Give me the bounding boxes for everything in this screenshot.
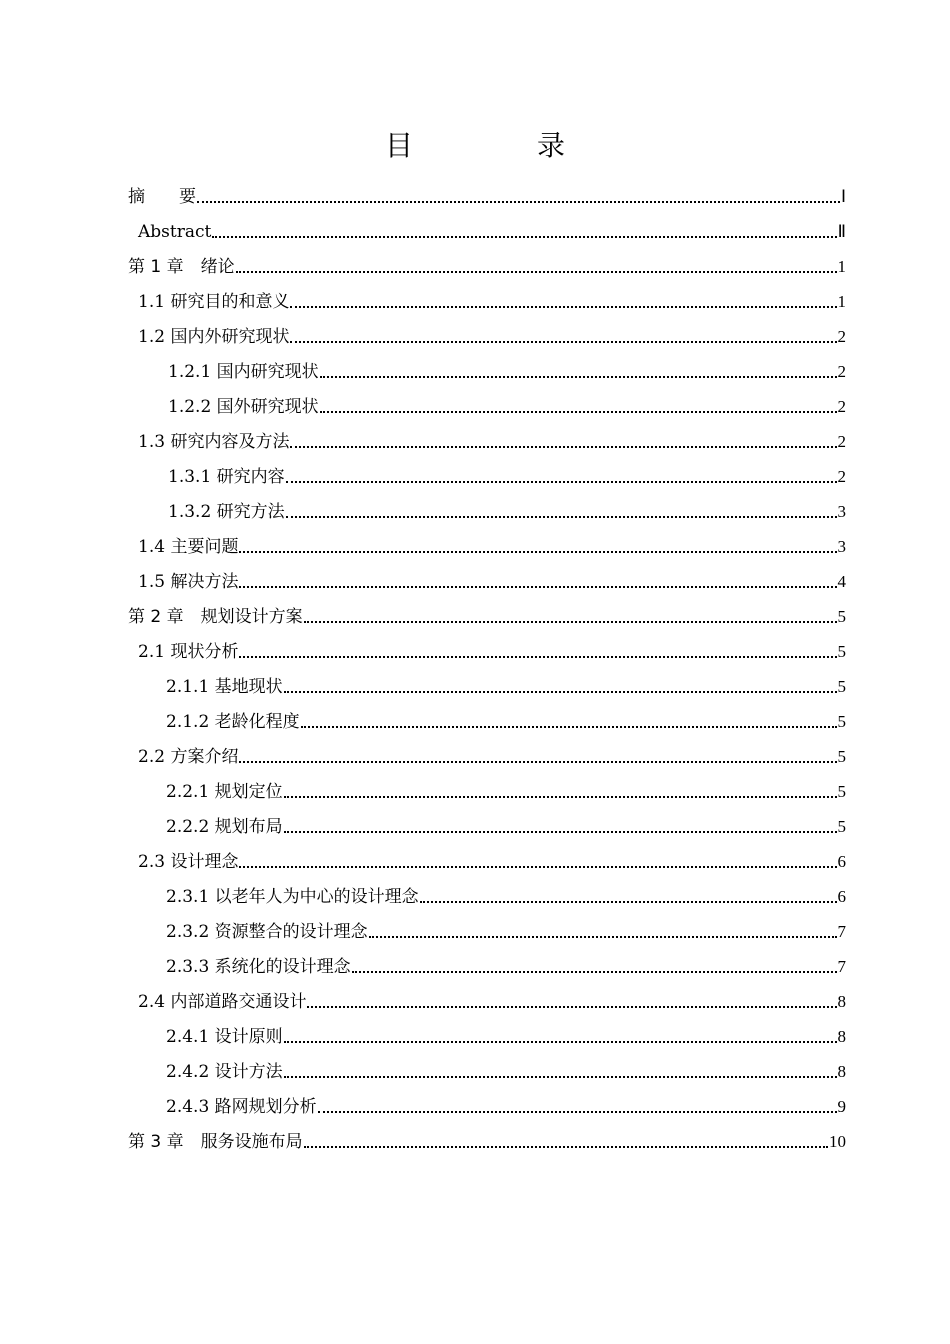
- toc-entry-page-number: 5: [837, 712, 846, 731]
- toc-dot-leader: [304, 1146, 828, 1148]
- toc-entry-label: 第 3 章 服务设施布局: [128, 1132, 303, 1152]
- toc-entry[interactable]: [128, 419, 846, 454]
- toc-entry-page-number: 10: [829, 1132, 846, 1151]
- toc-dot-leader: [284, 1041, 837, 1043]
- toc-entry-label: 2.4.2 设计方法: [166, 1062, 283, 1082]
- toc-entry-page-number: 1: [837, 292, 846, 311]
- toc-entry-label: 2.4.1 设计原则: [166, 1027, 283, 1047]
- toc-dot-leader: [236, 271, 837, 273]
- toc-entry-page-number: 5: [837, 782, 846, 801]
- toc-entry-label: 2.3 设计理念: [138, 852, 239, 872]
- toc-entry[interactable]: [128, 944, 846, 979]
- toc-entry-page-number: 7: [837, 922, 846, 941]
- toc-entry-page-number: 3: [837, 537, 846, 556]
- toc-entry-page-number: 2: [837, 467, 846, 486]
- toc-entry-page-number: 1: [837, 257, 846, 276]
- toc-entry[interactable]: [128, 664, 846, 699]
- toc-entry[interactable]: [128, 454, 846, 489]
- toc-entry[interactable]: [128, 1049, 846, 1084]
- toc-entry-page-number: 9: [837, 1097, 846, 1116]
- toc-dot-leader: [286, 481, 837, 483]
- toc-entry[interactable]: [128, 909, 846, 944]
- toc-dot-leader: [284, 796, 837, 798]
- table-of-contents: [128, 174, 846, 1154]
- toc-dot-leader: [239, 761, 836, 763]
- toc-entry[interactable]: [128, 1084, 846, 1119]
- toc-entry-label: 1.2 国内外研究现状: [138, 327, 290, 347]
- toc-entry[interactable]: [128, 174, 846, 209]
- toc-entry-label: 摘 要: [128, 187, 196, 207]
- toc-dot-leader: [420, 901, 837, 903]
- toc-entry[interactable]: [128, 979, 846, 1014]
- toc-entry[interactable]: [128, 314, 846, 349]
- toc-entry[interactable]: [128, 244, 846, 279]
- toc-dot-leader: [286, 516, 837, 518]
- toc-dot-leader: [212, 236, 836, 238]
- toc-entry-page-number: 8: [837, 1027, 846, 1046]
- toc-entry-label: 1.2.2 国外研究现状: [168, 397, 319, 417]
- toc-entry-label: 1.5 解决方法: [138, 572, 239, 592]
- toc-entry-label: 1.3 研究内容及方法: [138, 432, 290, 452]
- toc-entry[interactable]: [128, 734, 846, 769]
- toc-entry[interactable]: [128, 699, 846, 734]
- toc-entry-page-number: 2: [837, 362, 846, 381]
- toc-dot-leader: [301, 726, 837, 728]
- toc-entry[interactable]: [128, 489, 846, 524]
- toc-entry-label: 2.3.3 系统化的设计理念: [166, 957, 351, 977]
- toc-entry[interactable]: [128, 559, 846, 594]
- toc-entry-label: 2.1.1 基地现状: [166, 677, 283, 697]
- toc-entry-page-number: 3: [837, 502, 846, 521]
- toc-entry-page-number: 2: [837, 397, 846, 416]
- toc-entry-page-number: 4: [837, 572, 846, 591]
- toc-entry-label: 1.3.2 研究方法: [168, 502, 285, 522]
- toc-dot-leader: [197, 201, 840, 203]
- toc-dot-leader: [284, 1076, 837, 1078]
- toc-dot-leader: [369, 936, 837, 938]
- toc-entry-label: 1.4 主要问题: [138, 537, 239, 557]
- toc-dot-leader: [290, 446, 836, 448]
- toc-entry[interactable]: [128, 594, 846, 629]
- toc-entry[interactable]: [128, 524, 846, 559]
- toc-entry[interactable]: [128, 839, 846, 874]
- toc-entry[interactable]: [128, 1119, 846, 1154]
- toc-dot-leader: [284, 691, 837, 693]
- toc-entry-page-number: 5: [837, 677, 846, 696]
- toc-dot-leader: [290, 306, 836, 308]
- toc-entry-page-number: 5: [837, 642, 846, 661]
- toc-entry-page-number: 5: [837, 817, 846, 836]
- toc-dot-leader: [290, 341, 836, 343]
- toc-dot-leader: [320, 376, 837, 378]
- toc-dot-leader: [239, 586, 836, 588]
- toc-entry-page-number: Ⅱ: [837, 222, 846, 241]
- toc-entry-page-number: 6: [837, 852, 846, 871]
- toc-entry-label: 2.4 内部道路交通设计: [138, 992, 307, 1012]
- toc-dot-leader: [318, 1111, 837, 1113]
- toc-entry-page-number: 2: [837, 327, 846, 346]
- toc-dot-leader: [239, 656, 836, 658]
- toc-entry-label: 2.3.1 以老年人为中心的设计理念: [166, 887, 419, 907]
- toc-entry-page-number: 2: [837, 432, 846, 451]
- page-title: 目 录: [384, 129, 613, 162]
- toc-entry[interactable]: [128, 769, 846, 804]
- toc-entry-page-number: Ⅰ: [840, 187, 846, 206]
- toc-dot-leader: [304, 621, 837, 623]
- toc-entry[interactable]: [128, 384, 846, 419]
- toc-entry-page-number: 8: [837, 992, 846, 1011]
- toc-entry[interactable]: [128, 804, 846, 839]
- toc-entry-label: 第 2 章 规划设计方案: [128, 607, 303, 627]
- toc-entry[interactable]: [128, 629, 846, 664]
- toc-entry[interactable]: [128, 874, 846, 909]
- toc-entry[interactable]: [128, 1014, 846, 1049]
- toc-entry-label: 1.2.1 国内研究现状: [168, 362, 319, 382]
- toc-dot-leader: [307, 1006, 836, 1008]
- toc-entry-page-number: 7: [837, 957, 846, 976]
- toc-entry[interactable]: [128, 279, 846, 314]
- toc-entry-label: 2.4.3 路网规划分析: [166, 1097, 317, 1117]
- toc-entry-label: 2.3.2 资源整合的设计理念: [166, 922, 368, 942]
- toc-entry-label: 2.2 方案介绍: [138, 747, 239, 767]
- toc-dot-leader: [352, 971, 837, 973]
- toc-entry-page-number: 5: [837, 747, 846, 766]
- toc-entry[interactable]: [128, 349, 846, 384]
- toc-entry-page-number: 5: [837, 607, 846, 626]
- toc-dot-leader: [320, 411, 837, 413]
- toc-entry-label: Abstract: [138, 222, 212, 242]
- toc-entry-label: 2.2.2 规划布局: [166, 817, 283, 837]
- toc-dot-leader: [284, 831, 837, 833]
- toc-entry-label: 2.1 现状分析: [138, 642, 239, 662]
- toc-entry-label: 1.3.1 研究内容: [168, 467, 285, 487]
- toc-entry-label: 2.1.2 老龄化程度: [166, 712, 300, 732]
- toc-entry-label: 第 1 章 绪论: [128, 257, 235, 277]
- toc-entry-page-number: 8: [837, 1062, 846, 1081]
- toc-entry-label: 1.1 研究目的和意义: [138, 292, 290, 312]
- toc-entry-label: 2.2.1 规划定位: [166, 782, 283, 802]
- toc-dot-leader: [239, 551, 836, 553]
- toc-dot-leader: [239, 866, 836, 868]
- toc-entry[interactable]: [128, 209, 846, 244]
- toc-entry-page-number: 6: [837, 887, 846, 906]
